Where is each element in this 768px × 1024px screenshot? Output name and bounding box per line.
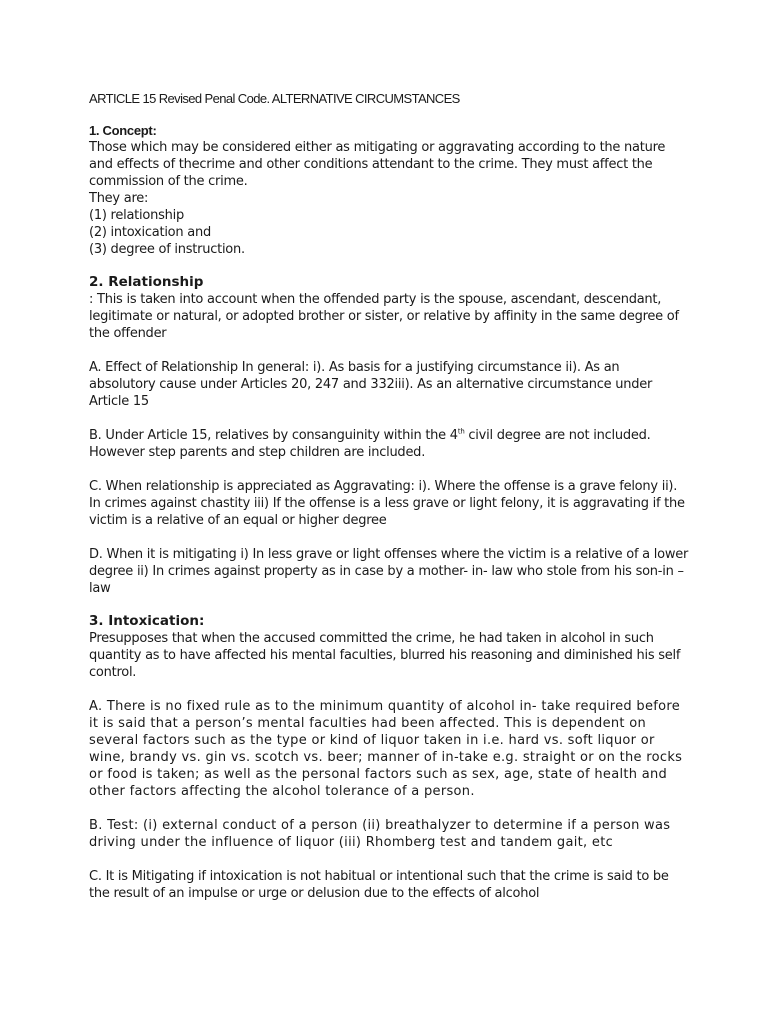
document-page — [89, 90, 689, 902]
intoxication-paragraph-c: C. It is Mitigating if intoxication is not habitual or intentional such that the crime is said to be the result of an impulse or urge or delusion due to the effects of alcohol — [89, 869, 669, 901]
relationship-b-text-end: civil degree are not included. However step parents and step children are included. — [89, 428, 651, 460]
intoxication-paragraph-a: A. There is no fixed rule as to the minimum quantity of alcohol in- take required before it is said that a person’s mental faculties had been affected. This is dependent on several factors such as the type or kind of liquor taken in i.e. hard vs. soft liquor or wine, brandy vs. gin vs. scotch vs. beer; manner of in-take e.g. straight or on the rocks or food is taken; as well as the personal factors such as sex, age, state of health and other factors affecting the alcohol tolerance of a person. — [89, 699, 683, 799]
concept-heading: 1. Concept: — [89, 123, 157, 138]
relationship-b-text-start: B. Under Article 15, relatives by consanguinity within the 4 — [89, 428, 458, 443]
concept-body: Those which may be considered either as mitigating or aggravating according to the nature and effects of thecrime and other conditions attendant to the crime. They must affect the commission of the crime. — [89, 140, 666, 189]
relationship-b-superscript: th — [457, 427, 465, 436]
intoxication-paragraph-b: B. Test: (i) external conduct of a person (ii) breathalyzer to determine if a person was driving under the influence of liquor (iii) Rhomberg test and tandem gait, etc — [89, 818, 671, 850]
relationship-paragraph-b — [89, 427, 689, 461]
concept-they-are: They are: — [89, 191, 149, 206]
relationship-heading: 2. Relationship — [89, 274, 204, 290]
intoxication-heading: 3. Intoxication: — [89, 613, 205, 629]
relationship-paragraph-a: A. Effect of Relationship In general: i). As basis for a justifying circumstance ii). As an absolutory cause under Articles 20, 247 and 332iii). As an alternative circumstance under Article 15 — [89, 360, 653, 409]
relationship-paragraph-d: D. When it is mitigating i) In less grave or light offenses where the victim is a relative of a lower degree ii) In crimes against property as in case by a mother- in- law who stole from his son-in – law — [89, 547, 689, 596]
intoxication-intro: Presupposes that when the accused committed the crime, he had taken in alcohol in such quantity as to have affected his mental faculties, blurred his reasoning and diminished his self control. — [89, 631, 681, 680]
concept-item-intoxication: (2) intoxication and — [89, 225, 211, 240]
concept-item-relationship: (1) relationship — [89, 208, 184, 223]
document-title: ARTICLE 15 Revised Penal Code. ALTERNATIVE CIRCUMSTANCES — [89, 91, 460, 106]
relationship-intro: : This is taken into account when the offended party is the spouse, ascendant, descendant, legitimate or natural, or adopted brother or sister, or relative by affinity in the same degree of the offender — [89, 292, 679, 341]
relationship-paragraph-c: C. When relationship is appreciated as Aggravating: i). Where the offense is a grave felony ii). In crimes against chastity iii) If the offense is a less grave or light felony, it is aggravating if the victim is a relative of an equal or higher degree — [89, 479, 685, 528]
concept-item-degree-of-instruction: (3) degree of instruction. — [89, 242, 245, 257]
